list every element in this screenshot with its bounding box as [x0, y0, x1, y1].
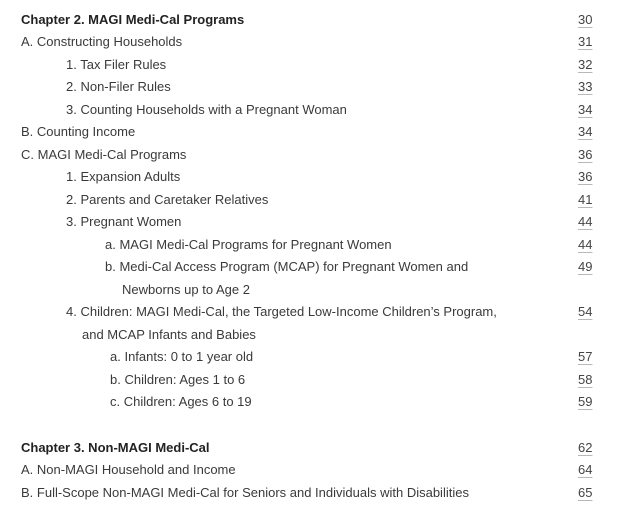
toc-chapter-2[interactable] [0, 9, 617, 31]
toc-entry-label: A. Non-MAGI Household and Income [21, 462, 236, 477]
toc-entry-label: Newborns up to Age 2 [122, 282, 250, 297]
toc-page-link[interactable]: 44 [578, 214, 593, 229]
toc-entry-label: 3. Counting Households with a Pregnant Woman [66, 102, 347, 117]
toc-entry[interactable] [0, 76, 617, 98]
toc-entry[interactable] [0, 256, 617, 278]
toc-entry[interactable] [0, 54, 617, 76]
toc-page-link[interactable]: 49 [578, 259, 593, 274]
toc-entry[interactable] [0, 31, 617, 53]
toc-entry-label: c. Children: Ages 6 to 19 [110, 394, 252, 409]
toc-entry[interactable] [0, 346, 617, 368]
toc-page-link[interactable]: 62 [578, 440, 593, 455]
toc-page-link[interactable]: 41 [578, 192, 593, 207]
toc-entry[interactable] [0, 211, 617, 233]
toc-entry-label: Chapter 2. MAGI Medi-Cal Programs [21, 12, 245, 27]
toc-entry[interactable] [0, 369, 617, 391]
toc-page-link[interactable]: 36 [578, 147, 593, 162]
toc-entry-label: 3. Pregnant Women [66, 214, 182, 229]
toc-entry-label: b. Medi-Cal Access Program (MCAP) for Pregnant Women and [105, 259, 469, 274]
toc-entry-continuation [0, 279, 617, 301]
toc-entry-label: and MCAP Infants and Babies [82, 327, 256, 342]
toc-entry-label: C. MAGI Medi-Cal Programs [21, 147, 187, 162]
toc-entry-label: 2. Non-Filer Rules [66, 79, 171, 94]
toc-entry[interactable] [0, 482, 617, 504]
toc-page-link[interactable]: 36 [578, 169, 593, 184]
toc-entry-label: a. MAGI Medi-Cal Programs for Pregnant Women [105, 237, 392, 252]
toc-entry[interactable] [0, 144, 617, 166]
toc-page-link[interactable]: 59 [578, 394, 593, 409]
toc-entry[interactable] [0, 459, 617, 481]
toc-entry-continuation [0, 324, 617, 346]
toc-page-link[interactable]: 44 [578, 237, 593, 252]
toc-entry-label: A. Constructing Households [21, 34, 183, 49]
toc-entry-label: 4. Children: MAGI Medi-Cal, the Targeted Low-Income Children’s Program, [66, 304, 497, 319]
toc-entry-label: 2. Parents and Caretaker Relatives [66, 192, 269, 207]
toc-entry[interactable] [0, 301, 617, 323]
toc-page-link[interactable]: 31 [578, 34, 593, 49]
toc-page-link[interactable]: 58 [578, 372, 593, 387]
toc-entry-label: 1. Tax Filer Rules [66, 57, 167, 72]
toc-entry-label: Chapter 3. Non-MAGI Medi-Cal [21, 440, 210, 455]
toc-chapter-3[interactable] [0, 437, 617, 459]
toc-entry[interactable] [0, 391, 617, 413]
toc-entry[interactable] [0, 166, 617, 188]
toc-entry-label: B. Full-Scope Non-MAGI Medi-Cal for Seniors and Individuals with Disabilities [21, 485, 469, 500]
toc-page-link[interactable]: 30 [578, 12, 593, 27]
toc-page-link[interactable]: 34 [578, 102, 593, 117]
toc-entry[interactable] [0, 99, 617, 121]
toc-entry[interactable] [0, 234, 617, 256]
toc-entry[interactable] [0, 189, 617, 211]
toc-page-link[interactable]: 54 [578, 304, 593, 319]
toc-entry-label: b. Children: Ages 1 to 6 [110, 372, 246, 387]
toc-page-link[interactable]: 32 [578, 57, 593, 72]
toc-entry[interactable] [0, 121, 617, 143]
toc-page-link[interactable]: 34 [578, 124, 593, 139]
toc-entry-label: 1. Expansion Adults [66, 169, 181, 184]
toc-page-link[interactable]: 65 [578, 485, 593, 500]
toc-page-link[interactable]: 64 [578, 462, 593, 477]
toc-entry-label: B. Counting Income [21, 124, 136, 139]
toc-page-link[interactable]: 57 [578, 349, 593, 364]
toc-page-link[interactable]: 33 [578, 79, 593, 94]
toc-entry-label: a. Infants: 0 to 1 year old [110, 349, 254, 364]
